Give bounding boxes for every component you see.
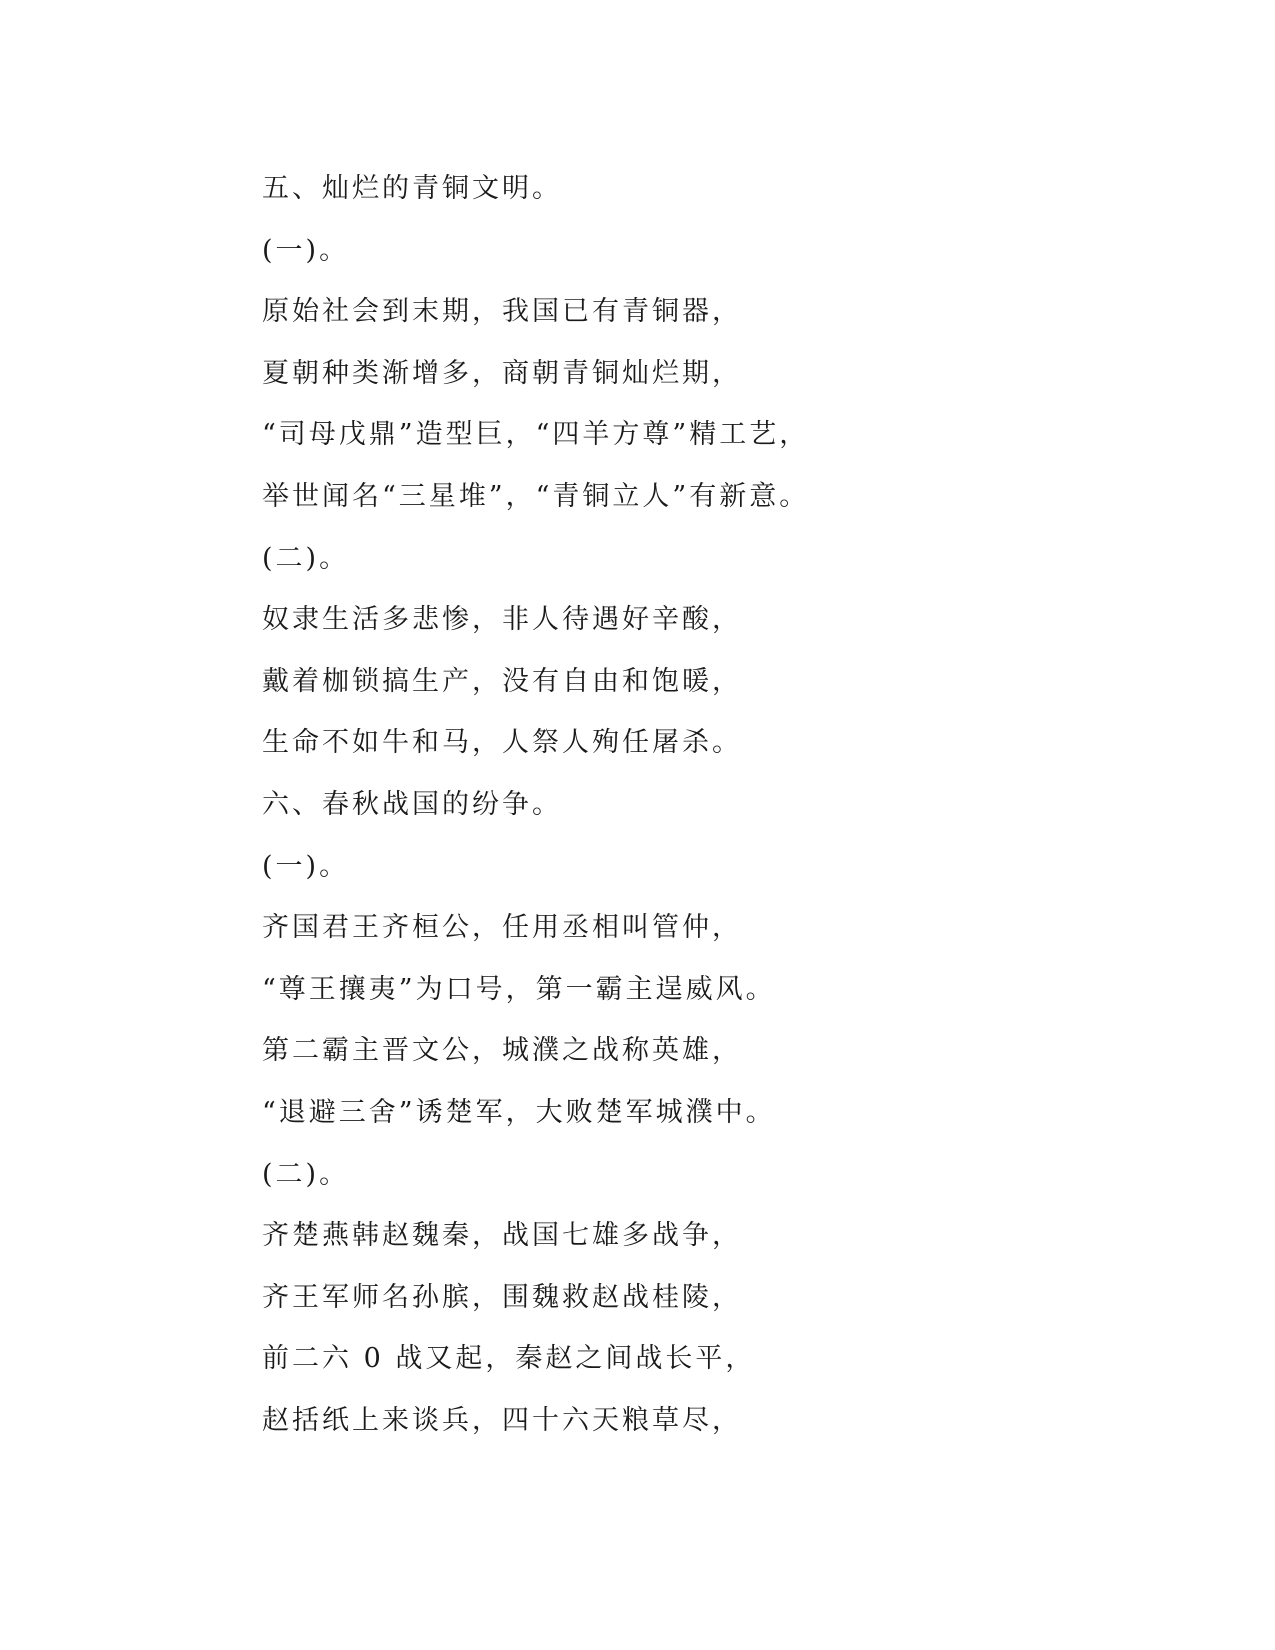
- text-line: 生命不如牛和马，人祭人殉任屠杀。: [262, 727, 742, 759]
- text-line: 齐王军师名孙膑，围魏救赵战桂陵，: [262, 1281, 742, 1313]
- subsection-label: (一)。: [262, 850, 350, 882]
- text-line: 齐楚燕韩赵魏秦，战国七雄多战争，: [262, 1220, 742, 1252]
- text-line: 前二六 0 战又起，秦赵之间战长平，: [262, 1343, 756, 1375]
- text-line: “司母戊鼎”造型巨，“四羊方尊”精工艺，: [262, 419, 810, 451]
- section-heading: 五、灿烂的青铜文明。: [262, 173, 562, 204]
- text-line: “尊王攘夷”为口号，第一霸主逞威风。: [262, 973, 776, 1005]
- subsection-label: (二)。: [262, 542, 350, 574]
- subsection-label: (一)。: [262, 234, 350, 266]
- text-line: 夏朝种类渐增多，商朝青铜灿烂期，: [262, 357, 742, 389]
- text-line: 举世闻名“三星堆”，“青铜立人”有新意。: [262, 480, 810, 512]
- text-line: 赵括纸上来谈兵，四十六天粮草尽，: [262, 1404, 742, 1436]
- subsection-label: (二)。: [262, 1158, 350, 1190]
- text-body: [262, 163, 1042, 1456]
- text-line: 齐国君王齐桓公，任用丞相叫管仲，: [262, 912, 742, 944]
- section-heading: 六、春秋战国的纷争。: [262, 788, 562, 820]
- text-line: 第二霸主晋文公，城濮之战称英雄，: [262, 1035, 742, 1067]
- text-line: 戴着枷锁搞生产，没有自由和饱暖，: [262, 665, 742, 697]
- text-line: “退避三舍”诱楚军，大败楚军城濮中。: [262, 1096, 776, 1128]
- text-line: 原始社会到末期，我国已有青铜器，: [262, 296, 742, 328]
- text-line: 奴隶生活多悲惨，非人待遇好辛酸，: [262, 604, 742, 636]
